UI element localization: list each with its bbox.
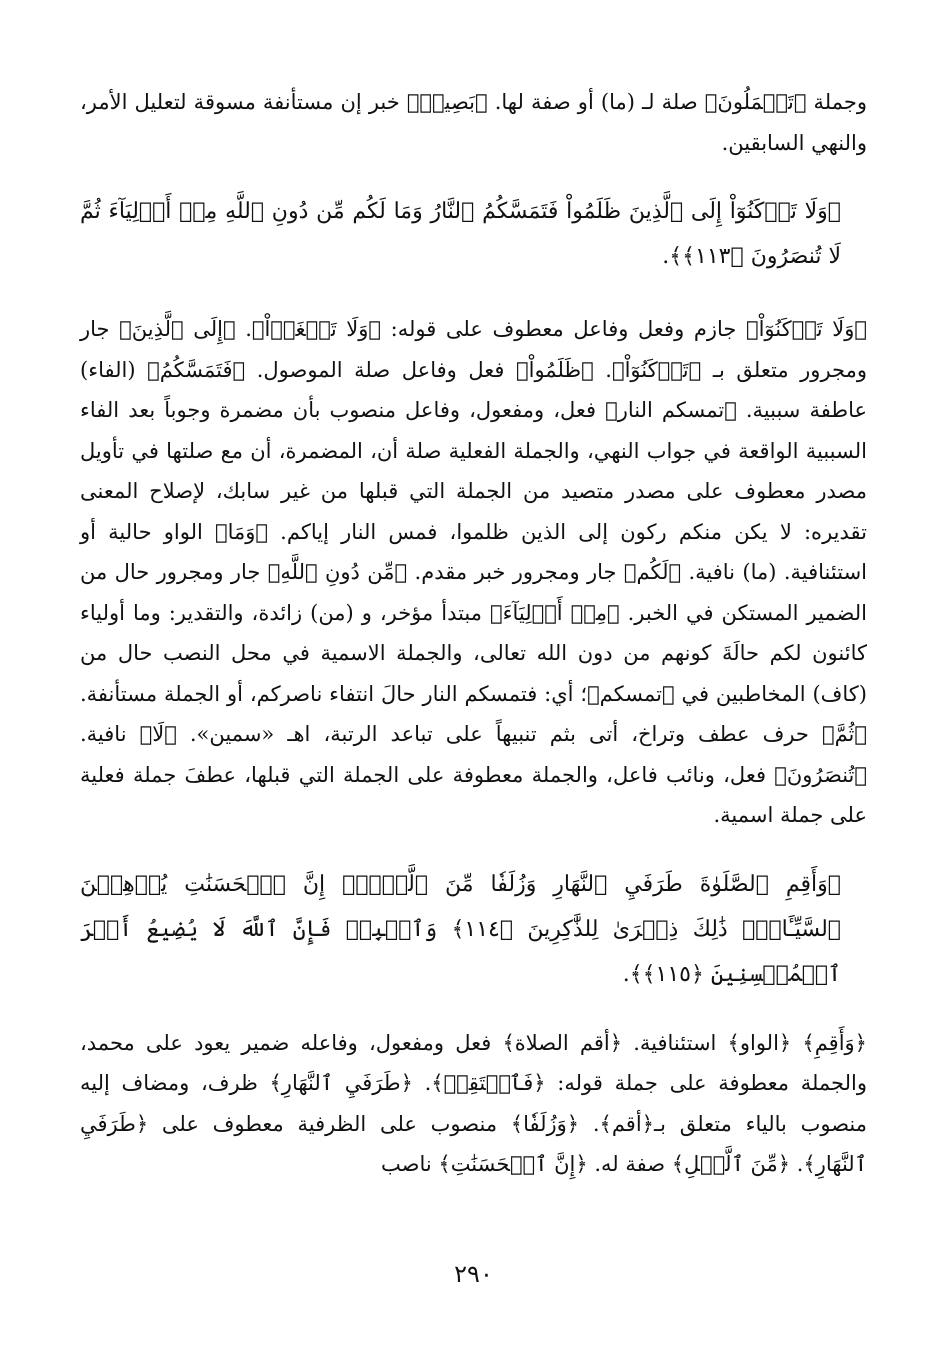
page-number: ٢٩٠ — [454, 1260, 493, 1288]
page-body — [80, 82, 867, 1185]
paragraph-analysis-114: ﴿وَأَقِمِ﴾ ﴿الواو﴾ استئنافية. ﴿أقم الصلاة﴾ فعل ومفعول، وفاعله ضمير يعود على محمد، والجملة معطوفة على جملة قوله: ﴿فَٱسۡتَقِمۡ﴾. ﴿طَرَفَيِ ٱلنَّهَارِ﴾ ظرف، ومضاف إليه منصوب بالياء متعلق بـ﴿أقم﴾. ﴿وَزُلَفٗا﴾ منصوب على الظرفية معطوف على ﴿طَرَفَيِ ٱلنَّهَارِ﴾. ﴿مِّنَ ٱلَّيۡلِ﴾ صفة له. ﴿إِنَّ ٱلۡحَسَنَٰتِ﴾ ناصب — [80, 1030, 867, 1176]
quran-verse-114-115: ﴿وَأَقِمِ ٱلصَّلَوٰةَ طَرَفَيِ ٱلنَّهَارِ وَزُلَفٗا مِّنَ ٱلَّيۡلِۚ إِنَّ ٱلۡحَسَنَٰتِ يُذۡهِبۡنَ ٱلسَّيِّـَٔاتِۚ ذَٰلِكَ ذِكۡرَىٰ لِلذَّٰكِرِينَ ﴿١١٤﴾ وَٱصۡبِرۡ فَإِنَّ ٱللَّهَ لَا يُضِيعُ أَجۡرَ ٱلۡمُحۡسِنِينَ ﴿١١٥﴾﴾. — [80, 871, 841, 987]
paragraph-analysis-113: ﴿وَلَا تَرۡكَنُوٓاْ﴾ جازم وفعل وفاعل معطوف على قوله: ﴿وَلَا تَطۡغَوۡاْ﴾. ﴿إِلَى ٱلَّذِينَ﴾ جار ومجرور متعلق بـ ﴿تَرۡكَنُوٓاْ﴾. ﴿ظَلَمُواْ﴾ فعل وفاعل صلة الموصول. ﴿فَتَمَسَّكُمُ﴾ (الفاء) عاطفة سببية. ﴿تمسكم النار﴾ فعل، ومفعول، وفاعل منصوب بأن مضمرة وجوباً بعد الفاء السببية الواقعة في جواب النهي، والجملة الفعلية صلة أن، المضمرة، أن مع صلتها في تأويل مصدر معطوف على مصدر متصيد من الجملة التي قبلها من غير سابك، لإصلاح المعنى تقديره: لا يكن منكم ركون إلى الذين ظلموا، فمس النار إياكم. ﴿وَمَا﴾ الواو حالية أو استئنافية. (ما) نافية. ﴿لَكُم﴾ جار ومجرور خبر مقدم. ﴿مِّن دُونِ ٱللَّهِ﴾ جار ومجرور حال من الضمير المستكن في الخبر. ﴿مِنۡ أَوۡلِيَآءَ﴾ مبتدأ مؤخر، و (من) زائدة، والتقدير: وما أولياء كائنون لكم حالَةَ كونهم من دون الله تعالى، والجملة الاسمية في محل النصب حال من (كاف) المخاطبين في ﴿تمسكم﴾؛ أي: فتمسكم النار حالَ انتفاء ناصركم، أو الجملة مستأنفة. ﴿ثُمَّ﴾ حرف عطف وتراخ، أتى بثم تنبيهاً على تباعد الرتبة، اهـ «سمين». ﴿لَا﴾ نافية. ﴿تُنصَرُونَ﴾ فعل، ونائب فاعل، والجملة معطوفة على الجملة التي قبلها، عطفَ جملة فعلية على جملة اسمية. — [80, 317, 867, 827]
paragraph-intro: وجملة ﴿تَعۡمَلُونَ﴾ صلة لـ (ما) أو صفة لها. ﴿بَصِيرٞ﴾ خبر إن مستأنفة مسوقة لتعليل الأمر، والنهي السابقين. — [80, 90, 867, 155]
quran-verse-113: ﴿وَلَا تَرۡكَنُوٓاْ إِلَى ٱلَّذِينَ ظَلَمُواْ فَتَمَسَّكُمُ ٱلنَّارُ وَمَا لَكُم مِّن دُونِ ٱللَّهِ مِنۡ أَوۡلِيَآءَ ثُمَّ لَا تُنصَرُونَ ﴿١١٣﴾﴾. — [80, 199, 841, 269]
